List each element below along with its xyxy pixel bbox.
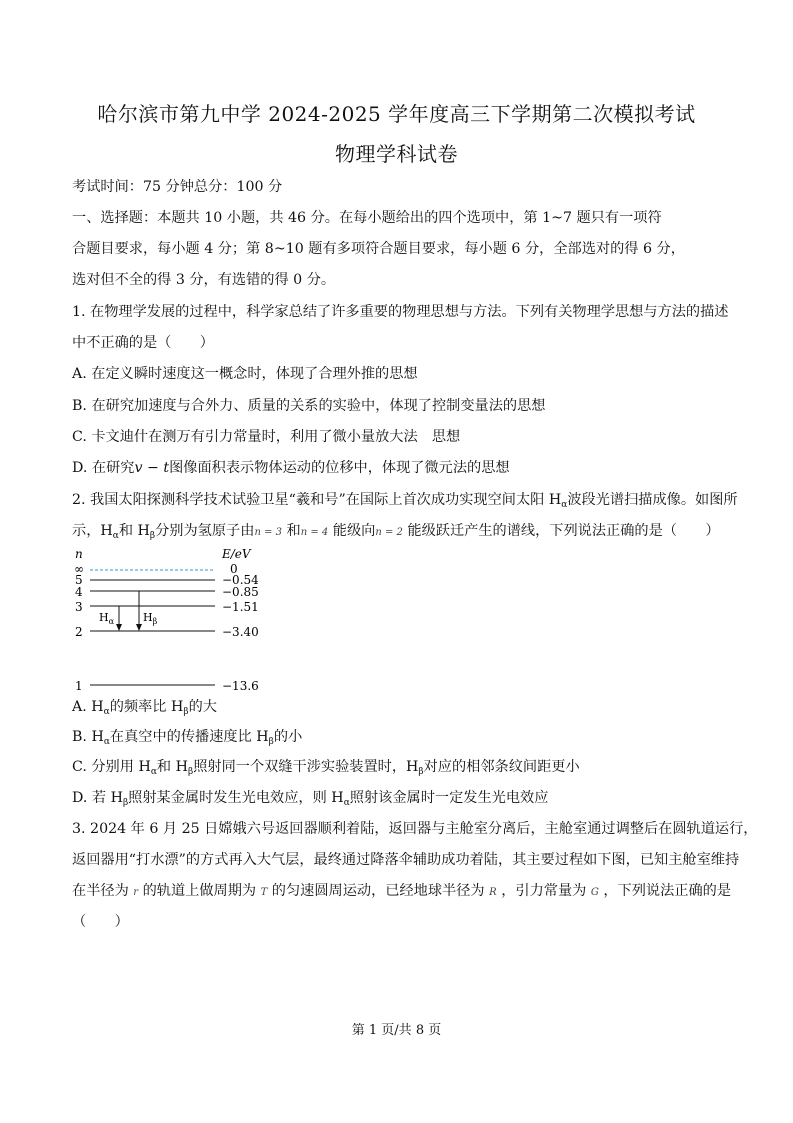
- question-1-option-d: D. 在研究v − t图像面积表示物体运动的位移中，体现了微元法的思想: [72, 460, 510, 476]
- level-n-1: 1: [75, 679, 83, 693]
- question-2-stem-line-1: 2. 我国太阳探测科学技术试验卫星“羲和号”在国际上首次成功实现空间太阳 $H_\alpha$波段光谱扫描成像。如图所: [72, 492, 738, 510]
- question-2-option-d: D. 若 $H_\beta$照射某金属时发生光电效应，则 $H_\alpha$照射该金属时一定发生光电效应: [72, 790, 549, 808]
- question-3-stem-line-4: （ ）: [72, 914, 129, 930]
- question-3-stem-line-2: 返回器用“打水漂”的方式再入大气层，最终通过降落伞辅助成功着陆，其主要过程如下图，已知主舱室维持: [72, 852, 740, 868]
- n-axis-label: n: [75, 547, 83, 561]
- question-2-stem-line-2: 示，$H_\alpha$和 $H_\beta$分别为氢原子由n = 3 和n = 4 能级向n = 2 能级跃迁产生的谱线，下列说法正确的是（ ）: [72, 523, 720, 541]
- question-2-option-a: A. $H_\alpha$的频率比 $H_\beta$的大: [72, 699, 217, 717]
- energy-axis-label: E/eV: [222, 547, 251, 561]
- exam-info: 考试时间：75 分钟总分：100 分: [72, 179, 283, 195]
- level-e-2: −3.40: [222, 625, 259, 639]
- level-n-2: 2: [75, 625, 83, 639]
- exam-title: 哈尔滨市第九中学 2024-2025 学年度高三下学期第二次模拟考试: [97, 102, 696, 126]
- level-e-inf: 0: [230, 562, 238, 576]
- page-footer: 第 1 页/共 8 页: [351, 1023, 442, 1038]
- energy-level-diagram: [72, 545, 332, 695]
- question-1-option-c: C. 卡文迪什在测万有引力常量时，利用了微小量放大法 思想: [72, 429, 461, 445]
- level-n-5: 5: [75, 573, 83, 587]
- level-e-3: −1.51: [222, 600, 259, 614]
- h-beta-arrowhead: [136, 624, 142, 631]
- exam-subtitle: 物理学科试卷: [335, 142, 458, 166]
- question-1-option-b: B. 在研究加速度与合外力、质量的关系的实验中，体现了控制变量法的思想: [72, 398, 546, 414]
- level-n-inf: ∞: [74, 562, 84, 576]
- question-1-stem-line-1: 1. 在物理学发展的过程中，科学家总结了许多重要的物理思想与方法。下列有关物理学思想与方法的描述: [72, 304, 729, 320]
- section-instructions-line-1: 一、选择题：本题共 10 小题，共 46 分。在每小题给出的四个选项中，第 1~7 题只有一项符: [72, 210, 662, 226]
- level-e-4: −0.85: [222, 585, 259, 599]
- question-3-stem-line-3: 在半径为 r 的轨道上做周期为 T 的匀速圆周运动，已经地球半径为 R ，引力常量为 G ，下列说法正确的是: [72, 883, 732, 899]
- level-e-5: −0.54: [222, 573, 259, 587]
- h-alpha-label: $H_\alpha$: [99, 611, 114, 626]
- question-1-stem-line-2: 中不正确的是（ ）: [72, 335, 214, 351]
- section-instructions-line-3: 选对但不全的得 3 分，有选错的得 0 分。: [72, 272, 336, 288]
- level-n-4: 4: [75, 585, 83, 599]
- question-2-option-c: C. 分别用 $H_\alpha$和 $H_\beta$照射同一个双缝干涉实验装置时，$H_\beta$对应的相邻条纹间距更小: [72, 759, 580, 777]
- h-beta-label: $H_\beta$: [143, 611, 158, 626]
- question-2-option-b: B. $H_\alpha$在真空中的传播速度比 $H_\beta$的小: [72, 729, 303, 747]
- section-instructions-line-2: 合题目要求，每小题 4 分；第 8~10 题有多项符合题目要求，每小题 6 分，全部选对的得 6 分，: [72, 241, 685, 257]
- question-1-option-a: A. 在定义瞬时速度这一概念时，体现了合理外推的思想: [72, 366, 418, 382]
- level-n-3: 3: [75, 600, 83, 614]
- level-e-1: −13.6: [222, 679, 259, 693]
- h-alpha-arrowhead: [116, 624, 122, 631]
- question-3-stem-line-1: 3. 2024 年 6 月 25 日嫦娥六号返回器顺利着陆，返回器与主舱室分离后，主舱室通过调整后在圆轨道运行，: [72, 821, 758, 837]
